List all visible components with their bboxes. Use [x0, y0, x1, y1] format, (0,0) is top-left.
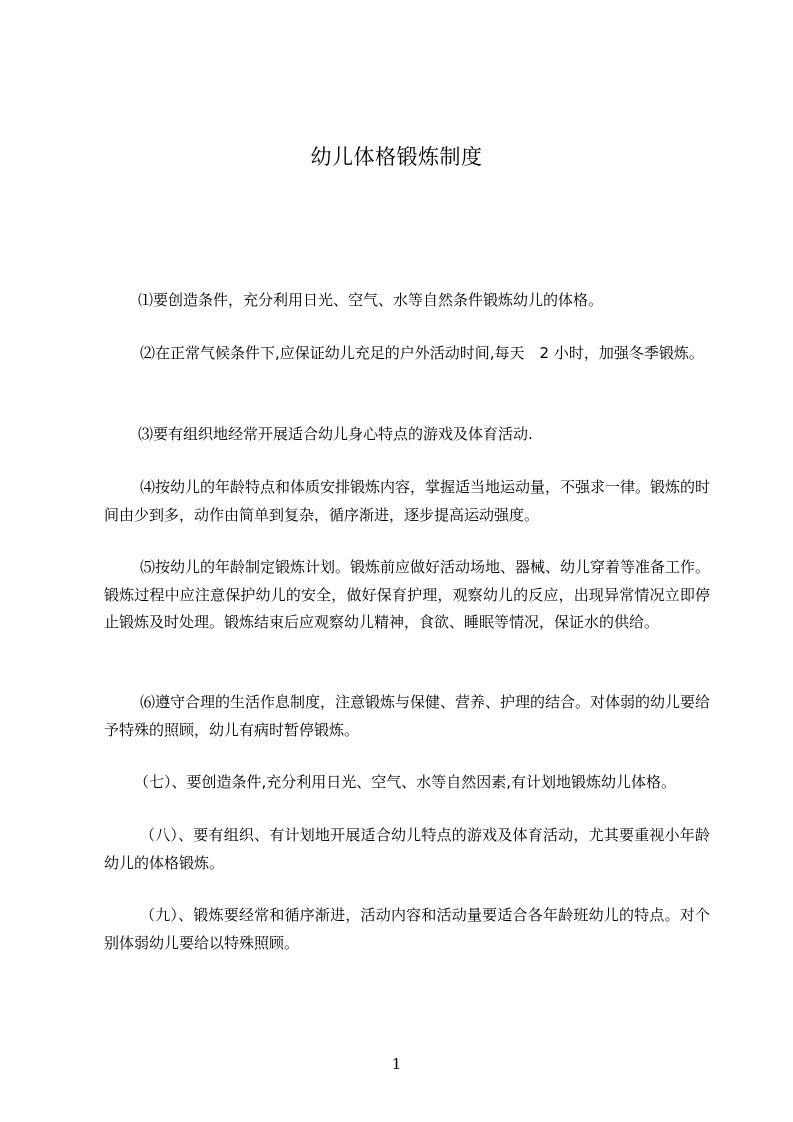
paragraph-4: ⑷按幼儿的年龄特点和体质安排锻炼内容，掌握适当地运动量，不强求一律。锻炼的时间由少到多，动作由简单到复杂，循序渐进，逐步提高运动强度。: [104, 478, 711, 524]
paragraph-8: （八）、要有组织、有计划地开展适合幼儿特点的游戏及体育活动，尤其要重视小年龄幼儿的体格锻炼。: [104, 826, 710, 872]
paragraph-5: ⑸按幼儿的年龄制定锻炼计划。锻炼前应做好活动场地、器械、幼儿穿着等准备工作。锻炼过程中应注意保护幼儿的安全，做好保育护理，观察幼儿的反应，出现异常情况立即停止锻炼及时处理。锻炼结束后应观察幼儿精神，食欲、睡眠等情况，保证水的供给。: [104, 558, 711, 631]
document-title: 幼儿体格锻炼制度: [310, 145, 483, 169]
paragraph-3: ⑶要有组织地经常开展适合幼儿身心特点的游戏及体育活动.: [138, 425, 533, 443]
paragraph-1: ⑴要创造条件，充分利用日光、空气、水等自然条件锻炼幼儿的体格。: [138, 291, 604, 309]
paragraph-2: ⑵在正常气候条件下,应保证幼儿充足的户外活动时间,每天 2 小时，加强冬季锻炼。: [140, 344, 704, 362]
page-number: 1: [391, 1055, 402, 1073]
paragraph-9: （九）、锻炼要经常和循序渐进，活动内容和活动量要适合各年龄班幼儿的特点。对个别体弱幼儿要给以特殊照顾。: [104, 906, 710, 952]
paragraph-6: ⑹遵守合理的生活作息制度，注意锻炼与保健、营养、护理的结合。对体弱的幼儿要给予特殊的照顾，幼儿有病时暂停锻炼。: [104, 693, 711, 739]
paragraph-7: （七）、要创造条件,充分利用日光、空气、水等自然因素,有计划地锻炼幼儿体格。: [134, 773, 677, 791]
